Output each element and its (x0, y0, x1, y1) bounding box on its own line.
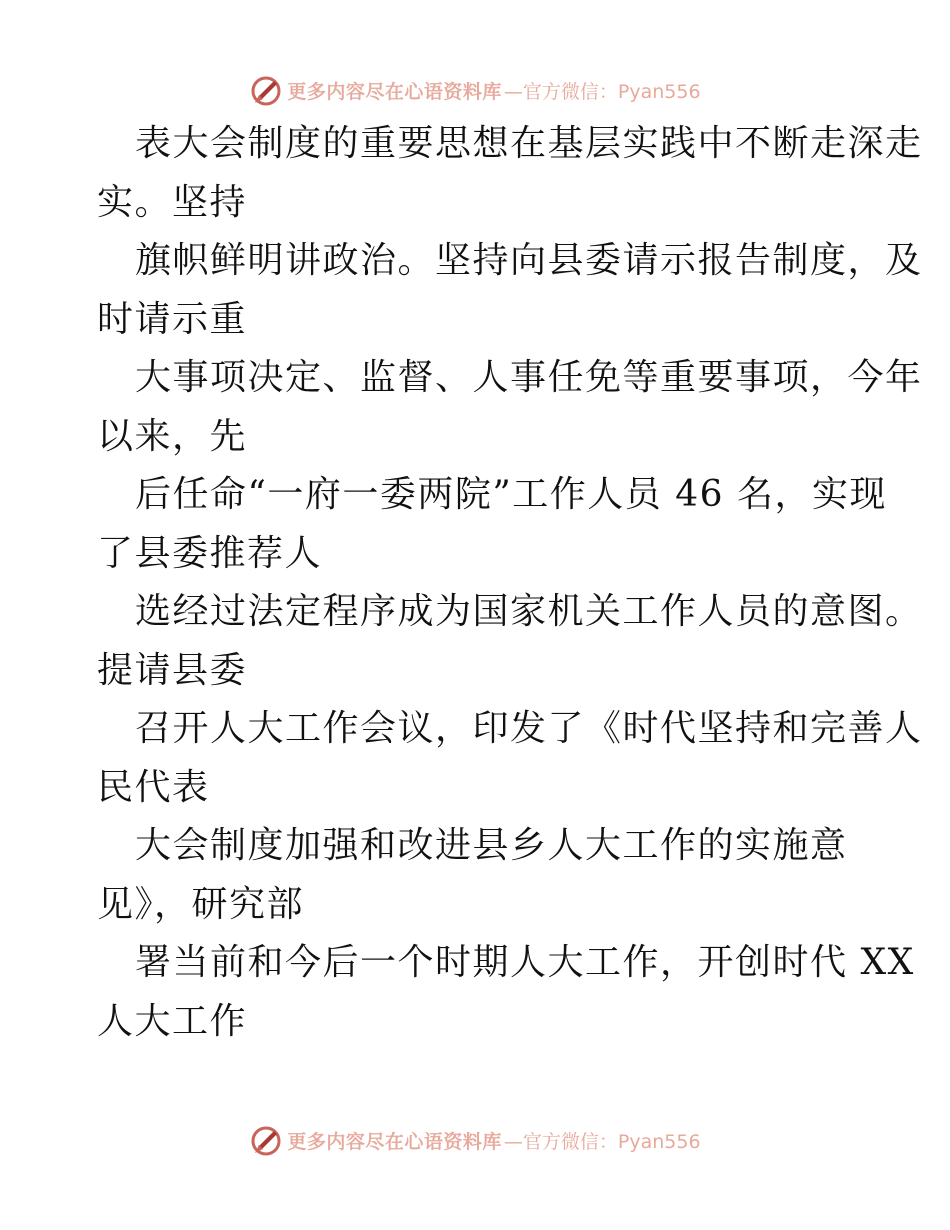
quill-seal-icon (249, 1123, 283, 1157)
text-line: 旗帜鲜明讲政治。坚持向县委请示报告制度，及 (135, 240, 923, 281)
footer-watermark (0, 1120, 950, 1160)
text-line: 提请县委 (97, 649, 248, 691)
text-line: 大事项决定、监督、人事任免等重要事项，今年 (135, 357, 923, 398)
text-line: 见》，研究部 (97, 883, 305, 925)
text-line: 选经过法定程序成为国家机关工作人员的意图。 (135, 591, 923, 632)
text-line: 后任命“一府一委两院”工作人员 46 名，实现 (135, 474, 888, 515)
header-watermark (0, 70, 950, 110)
text-line: 人大工作 (97, 1000, 248, 1042)
footer-brand-text: 更多内容尽在心语资料库 (287, 1130, 502, 1153)
text-line: 实。坚持 (97, 181, 248, 223)
text-line: 民代表 (97, 766, 210, 808)
text-line: 时请示重 (97, 298, 248, 340)
text-line: 表大会制度的重要思想在基层实践中不断走深走 (135, 123, 923, 164)
text-line: 召开人大工作会议，印发了《时代坚持和完善人 (135, 708, 923, 749)
text-line: 以来，先 (97, 415, 248, 457)
text-line: 了县委推荐人 (97, 532, 323, 574)
quill-seal-icon (249, 73, 283, 107)
footer-wechat-text: —官方微信：Pyan556 (503, 1130, 701, 1153)
text-line: 大会制度加强和改进县乡人大工作的实施意 (135, 825, 848, 866)
text-line: 署当前和今后一个时期人大工作，开创时代 XX (135, 942, 915, 983)
header-brand-text: 更多内容尽在心语资料库 (287, 80, 502, 103)
header-wechat-text: —官方微信：Pyan556 (503, 80, 701, 103)
document-body (97, 115, 923, 1051)
